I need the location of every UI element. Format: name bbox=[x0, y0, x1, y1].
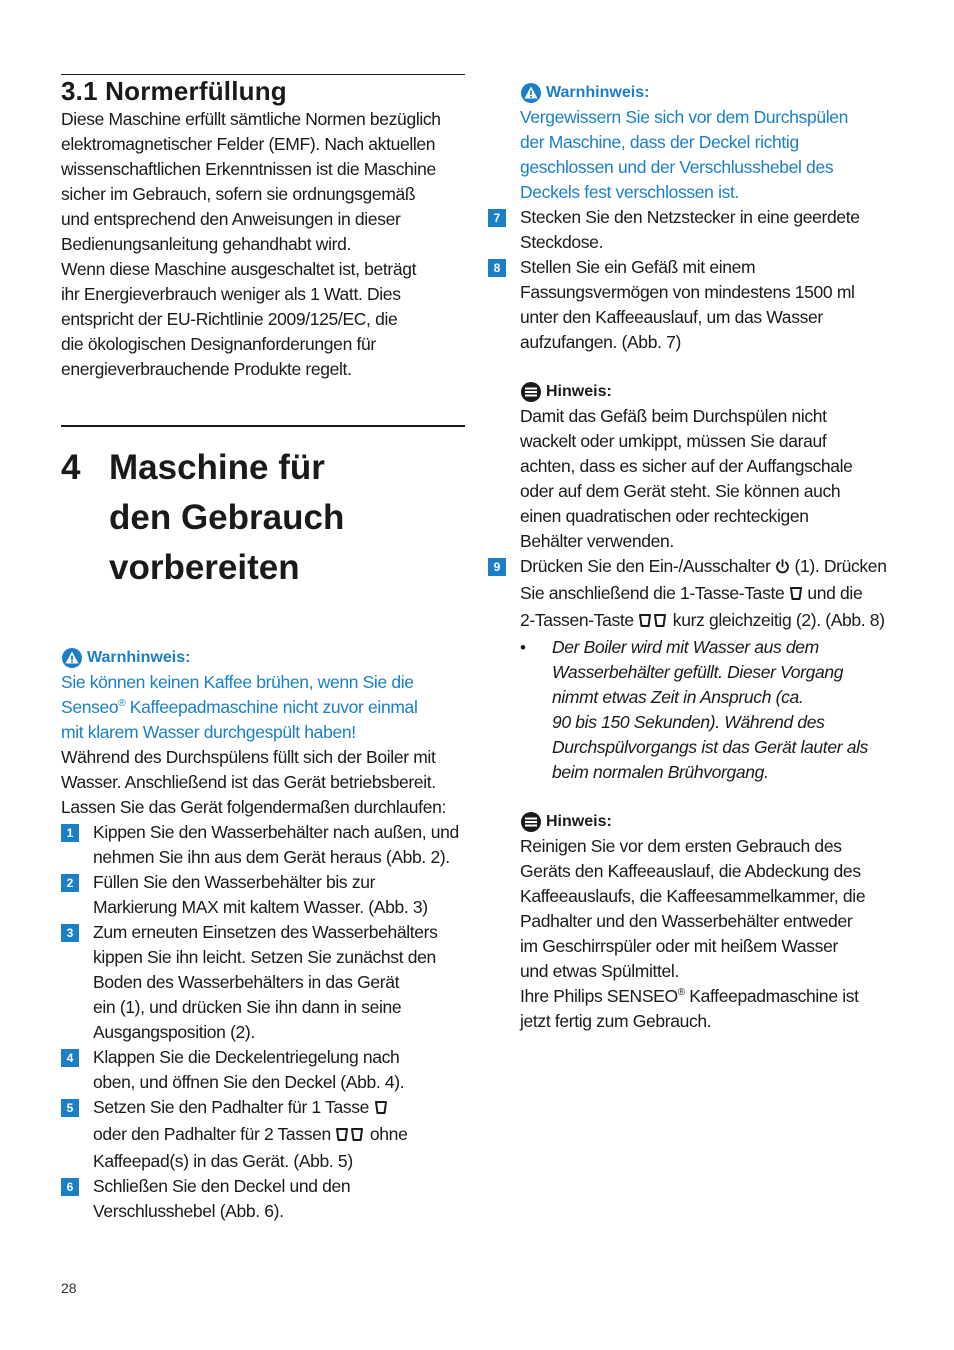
chapter-title bbox=[109, 443, 344, 593]
text-line: Während des Durchspülens füllt sich der Boiler mit bbox=[61, 747, 436, 767]
warning-line: der Maschine, dass der Deckel richtig bbox=[520, 132, 799, 152]
bullet-text: beim normalen Brühvorgang. bbox=[552, 762, 769, 782]
note-line: wackelt oder umkippt, müssen Sie darauf bbox=[520, 431, 827, 451]
step-text: Zum erneuten Einsetzen des Wasserbehälters bbox=[93, 922, 438, 942]
chapter-heading bbox=[61, 443, 465, 603]
text-line: energieverbrauchende Produkte regelt. bbox=[61, 359, 352, 379]
step-text-part: 2-Tassen-Taste bbox=[520, 610, 634, 630]
step-item bbox=[61, 1095, 465, 1174]
step-number-badge: 7 bbox=[488, 209, 506, 227]
one-cup-icon bbox=[789, 583, 803, 608]
text-line: Lassen Sie das Gerät folgendermaßen durchlaufen: bbox=[61, 797, 446, 817]
step-text: Schließen Sie den Deckel und den bbox=[93, 1176, 351, 1196]
note-heading-text: Hinweis: bbox=[546, 383, 612, 400]
step-text: kippen Sie ihn leicht. Setzen Sie zunächst den bbox=[93, 947, 436, 967]
warning-text: Kaffeepadmaschine nicht zuvor einmal bbox=[125, 697, 418, 717]
page-number: 28 bbox=[61, 1280, 77, 1296]
note-line: im Geschirrspüler oder mit heißem Wasser bbox=[520, 936, 838, 956]
right-column bbox=[493, 74, 900, 1034]
step-text-part: (1). Drücken bbox=[789, 556, 887, 576]
step-number-badge: 4 bbox=[61, 1049, 79, 1067]
text-line: entspricht der EU-Richtlinie 2009/125/EC, die bbox=[61, 309, 398, 329]
note-line: Reinigen Sie vor dem ersten Gebrauch des bbox=[520, 836, 842, 856]
note-line: einen quadratischen oder rechteckigen bbox=[520, 506, 809, 526]
text-line: Diese Maschine erfüllt sämtliche Normen bezüglich bbox=[61, 109, 441, 129]
bullet-text: Wasserbehälter gefüllt. Dieser Vorgang bbox=[552, 662, 844, 682]
warning-line bbox=[61, 695, 465, 720]
text-line: Bedienungsanleitung gehandhabt wird. bbox=[61, 234, 352, 254]
left-warning bbox=[61, 645, 465, 745]
chapter-title-line: vorbereiten bbox=[109, 548, 300, 587]
section-title: 3.1 Normerfüllung bbox=[61, 76, 287, 106]
text-line: wissenschaftlichen Erkenntnissen ist die Maschine bbox=[61, 159, 436, 179]
step-text-part: Drücken Sie den Ein-/Ausschalter bbox=[520, 556, 771, 576]
text-line: und entsprechend den Anweisungen in dieser bbox=[61, 209, 401, 229]
note-icon bbox=[520, 811, 542, 833]
step-text: Fassungsvermögen von mindestens 1500 ml bbox=[520, 282, 855, 302]
brand-name: Ihre Philips SENSEO bbox=[520, 986, 678, 1006]
registered-mark: ® bbox=[677, 987, 685, 999]
step-number-badge: 2 bbox=[61, 874, 79, 892]
note-icon bbox=[520, 381, 542, 403]
text-line: elektromagnetischer Felder (EMF). Nach aktuellen bbox=[61, 134, 436, 154]
note-line: Padhalter und den Wasserbehälter entweder bbox=[520, 911, 853, 931]
step-text bbox=[93, 1095, 465, 1122]
bullet-item bbox=[520, 635, 900, 785]
note-line: oder auf dem Gerät steht. Sie können auch bbox=[520, 481, 841, 501]
registered-mark: ® bbox=[118, 698, 126, 710]
bullet-text: 90 bis 150 Sekunden). Während des bbox=[552, 712, 825, 732]
step-list-right bbox=[488, 205, 900, 355]
text-line: sicher im Gebrauch, sofern sie ordnungsgemäß bbox=[61, 184, 416, 204]
brand-name: Senseo bbox=[61, 697, 119, 717]
warning-line: Sie können keinen Kaffee brühen, wenn Sie die bbox=[61, 672, 414, 692]
warning-heading bbox=[61, 645, 465, 670]
warning-line: Vergewissern Sie sich vor dem Durchspülen bbox=[520, 107, 849, 127]
step-item bbox=[488, 554, 900, 785]
warning-heading-text: Warnhinweis: bbox=[87, 649, 191, 666]
warning-heading-text: Warnhinweis: bbox=[546, 84, 650, 101]
step-text-part: kurz gleichzeitig (2). (Abb. 8) bbox=[668, 610, 885, 630]
step-number-badge: 1 bbox=[61, 824, 79, 842]
one-cup-icon bbox=[374, 1097, 388, 1122]
step-item bbox=[61, 1045, 465, 1095]
step-text: Steckdose. bbox=[520, 232, 604, 252]
bullet-dot: • bbox=[520, 638, 526, 657]
step-text: Markierung MAX mit kaltem Wasser. (Abb. 3) bbox=[93, 897, 428, 917]
section-body bbox=[61, 107, 465, 382]
left-column bbox=[61, 74, 465, 1224]
step-item bbox=[488, 255, 900, 355]
step-text: Verschlusshebel (Abb. 6). bbox=[93, 1201, 284, 1221]
warning-heading bbox=[520, 80, 900, 105]
step-text bbox=[520, 554, 900, 581]
step-number-badge: 6 bbox=[61, 1178, 79, 1196]
step-text-part: oder den Padhalter für 2 Tassen bbox=[93, 1124, 331, 1144]
step-item bbox=[61, 920, 465, 1045]
step-text: oben, und öffnen Sie den Deckel (Abb. 4). bbox=[93, 1072, 405, 1092]
note-block bbox=[520, 809, 900, 1034]
bullet-text: nimmt etwas Zeit in Anspruch (ca. bbox=[552, 687, 804, 707]
note-line: Kaffeeauslaufs, die Kaffeesammelkammer, die bbox=[520, 886, 866, 906]
step-text bbox=[520, 608, 900, 635]
step-text bbox=[520, 581, 900, 608]
warning-line: mit klarem Wasser durchgespült haben! bbox=[61, 722, 356, 742]
step-number-badge: 9 bbox=[488, 558, 506, 576]
step-text: Ausgangsposition (2). bbox=[93, 1022, 255, 1042]
note-line: jetzt fertig zum Gebrauch. bbox=[520, 1011, 712, 1031]
bullet-text: Der Boiler wird mit Wasser aus dem bbox=[552, 637, 819, 657]
step-text: unter den Kaffeeauslauf, um das Wasser bbox=[520, 307, 823, 327]
step-item bbox=[61, 870, 465, 920]
note-line: achten, dass es sicher auf der Auffangschale bbox=[520, 456, 853, 476]
step-number-badge: 5 bbox=[61, 1099, 79, 1117]
power-icon bbox=[775, 556, 790, 581]
step-text-part: und die bbox=[802, 583, 863, 603]
note-heading-text: Hinweis: bbox=[546, 813, 612, 830]
warning-line: geschlossen und der Verschlusshebel des bbox=[520, 157, 834, 177]
step-text-part: Sie anschließend die 1-Tasse-Taste bbox=[520, 583, 785, 603]
step-list-left bbox=[61, 820, 465, 1224]
note-line: und etwas Spülmittel. bbox=[520, 961, 679, 981]
chapter-number: 4 bbox=[61, 448, 81, 487]
note-block bbox=[520, 379, 900, 554]
bullet-text: Durchspülvorgangs ist das Gerät lauter als bbox=[552, 737, 869, 757]
step-text: aufzufangen. (Abb. 7) bbox=[520, 332, 681, 352]
chapter-title-line: den Gebrauch bbox=[109, 498, 345, 537]
note-text: Kaffeepadmaschine ist bbox=[684, 986, 859, 1006]
step-item bbox=[61, 1174, 465, 1224]
step-text: Kaffeepad(s) in das Gerät. (Abb. 5) bbox=[93, 1151, 353, 1171]
step-text: ein (1), und drücken Sie ihn dann in seine bbox=[93, 997, 402, 1017]
warning-line: Deckels fest verschlossen ist. bbox=[520, 182, 740, 202]
step-text: Klappen Sie die Deckelentriegelung nach bbox=[93, 1047, 400, 1067]
note-heading bbox=[520, 809, 900, 834]
step-text: Füllen Sie den Wasserbehälter bis zur bbox=[93, 872, 376, 892]
note-line: Behälter verwenden. bbox=[520, 531, 674, 551]
step-text: Boden des Wasserbehälters in das Gerät bbox=[93, 972, 400, 992]
two-cups-icon bbox=[335, 1124, 365, 1149]
step-text: Kippen Sie den Wasserbehälter nach außen, und bbox=[93, 822, 459, 842]
note-heading bbox=[520, 379, 900, 404]
note-line: Damit das Gefäß beim Durchspülen nicht bbox=[520, 406, 827, 426]
step-item bbox=[61, 820, 465, 870]
chapter-rule bbox=[61, 425, 465, 427]
text-line: die ökologischen Designanforderungen für bbox=[61, 334, 376, 354]
two-cups-icon bbox=[638, 610, 668, 635]
text-line: ihr Energieverbrauch weniger als 1 Watt. Dies bbox=[61, 284, 401, 304]
step-text: Stecken Sie den Netzstecker in eine geerdete bbox=[520, 207, 860, 227]
step-text-part: Setzen Sie den Padhalter für 1 Tasse bbox=[93, 1097, 370, 1117]
step-number-badge: 3 bbox=[61, 924, 79, 942]
step-item bbox=[488, 205, 900, 255]
step-text-part: ohne bbox=[365, 1124, 408, 1144]
warning-icon bbox=[520, 82, 542, 104]
right-warning bbox=[520, 80, 900, 205]
text-line: Wenn diese Maschine ausgeschaltet ist, beträgt bbox=[61, 259, 417, 279]
chapter-title-line: Maschine für bbox=[109, 448, 325, 487]
step-text bbox=[93, 1122, 465, 1149]
step-text: Stellen Sie ein Gefäß mit einem bbox=[520, 257, 756, 277]
note-line: Geräts den Kaffeeauslauf, die Abdeckung des bbox=[520, 861, 861, 881]
step-list-right-2 bbox=[488, 554, 900, 785]
warning-icon bbox=[61, 647, 83, 669]
step-text: nehmen Sie ihn aus dem Gerät heraus (Abb. 2). bbox=[93, 847, 450, 867]
step-number-badge: 8 bbox=[488, 259, 506, 277]
note-line bbox=[520, 984, 900, 1009]
text-line: Wasser. Anschließend ist das Gerät betriebsbereit. bbox=[61, 772, 436, 792]
intro-text bbox=[61, 745, 465, 820]
